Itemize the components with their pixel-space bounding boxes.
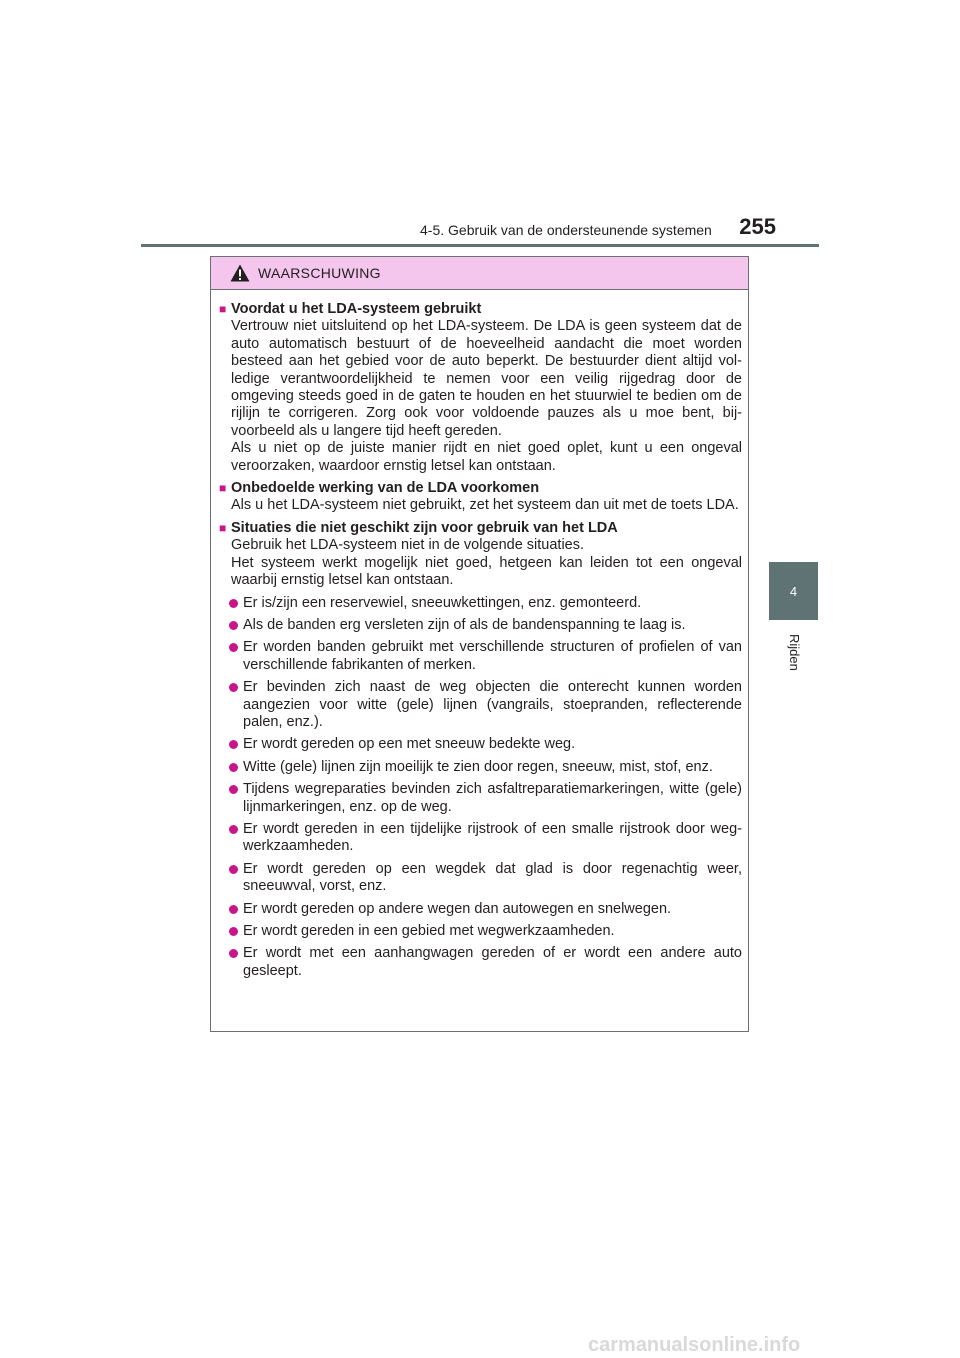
chapter-tab[interactable] <box>769 562 818 620</box>
section-heading-text: Situaties die niet geschikt zijn voor gebruik van het LDA <box>231 519 618 536</box>
list-item <box>219 736 742 753</box>
square-icon: ■ <box>219 481 227 496</box>
circle-bullet-icon <box>229 621 238 630</box>
list-item <box>219 945 742 980</box>
circle-bullet-icon <box>229 927 238 936</box>
square-icon: ■ <box>219 520 227 535</box>
list-item-text: Er is/zijn een reservewiel, sneeuwkettingen, enz. gemonteerd. <box>243 594 642 611</box>
warning-triangle-icon <box>230 264 250 282</box>
section-title: 4-5. Gebruik van de ondersteunende systemen <box>420 222 712 238</box>
warning-section <box>219 520 742 980</box>
section-heading-text: Voordat u het LDA-systeem gebruikt <box>231 301 482 317</box>
list-item <box>219 595 742 612</box>
section-heading-text: Onbedoelde werking van de LDA voorkomen <box>231 480 540 497</box>
bullet-list <box>219 595 742 981</box>
page-number: 255 <box>739 214 776 239</box>
list-item <box>219 679 742 731</box>
list-item <box>219 901 742 918</box>
circle-bullet-icon <box>229 763 238 772</box>
section-paragraph: Als u het LDA-systeem niet gebruikt, zet het systeem dan uit met de toets LDA. <box>231 497 739 514</box>
list-item <box>219 617 742 634</box>
circle-bullet-icon <box>229 785 238 794</box>
list-item-text: Als de banden erg versleten zijn of als de bandenspanning te laag is. <box>243 616 686 633</box>
chapter-label: Rijden <box>787 634 802 671</box>
circle-bullet-icon <box>229 949 238 958</box>
list-item <box>219 821 742 856</box>
warning-header <box>211 257 748 290</box>
header-rule <box>141 244 819 247</box>
warning-heading: WAARSCHUWING <box>258 265 381 281</box>
list-item <box>219 923 742 940</box>
circle-bullet-icon <box>229 683 238 692</box>
section-heading <box>219 301 742 318</box>
warning-section <box>219 301 742 475</box>
list-item-text: Er worden banden gebruikt met verschillende structuren of profielen of van verschillende fabrikanten of merken. <box>243 639 742 673</box>
list-item-text: Er bevinden zich naast de weg objecten die onterecht kunnen worden aangezien voor witte (gele) lijnen (vangrails, stoepranden, reflecterende palen, enz.). <box>243 679 742 730</box>
warning-section <box>219 480 742 515</box>
list-item <box>219 639 742 674</box>
warning-box <box>210 256 749 1032</box>
section-heading <box>219 520 742 537</box>
list-item-text: Er wordt gereden op een wegdek dat glad is door regenachtig weer, sneeuwval, vorst, enz. <box>243 860 742 895</box>
circle-bullet-icon <box>229 740 238 749</box>
list-item-text: Witte (gele) lijnen zijn moeilijk te zien door regen, sneeuw, mist, stof, enz. <box>243 758 713 775</box>
section-paragraph: Het systeem werkt mogelijk niet goed, hetgeen kan leiden tot een ongeval waarbij ernstig letsel kan ontstaan. <box>231 554 742 589</box>
circle-bullet-icon <box>229 825 238 834</box>
section-paragraph: Gebruik het LDA-systeem niet in de volgende situaties. <box>231 537 585 554</box>
circle-bullet-icon <box>229 643 238 652</box>
list-item-text: Er wordt gereden in een tijdelijke rijstrook of een smalle rijstrook door weg-werkzaamheden. <box>243 820 742 855</box>
list-item <box>219 861 742 896</box>
square-icon: ■ <box>219 302 227 316</box>
circle-bullet-icon <box>229 905 238 914</box>
list-item-text: Er wordt gereden in een gebied met wegwerkzaamheden. <box>243 923 615 939</box>
circle-bullet-icon <box>229 599 238 608</box>
list-item-text: Er wordt met een aanhangwagen gereden of er wordt een andere auto gesleept. <box>243 945 742 979</box>
circle-bullet-icon <box>229 865 238 874</box>
list-item-text: Er wordt gereden op andere wegen dan autowegen en snelwegen. <box>243 900 672 917</box>
list-item-text: Er wordt gereden op een met sneeuw bedekte weg. <box>243 736 576 753</box>
chapter-number: 4 <box>789 583 798 599</box>
watermark-logo: carmanualsonline.info <box>588 1334 801 1356</box>
list-item-text: Tijdens wegreparaties bevinden zich asfaltreparatiemarkeringen, witte (gele) lijnmarkeringen, enz. op de weg. <box>243 781 742 815</box>
section-paragraph: Als u niet op de juiste manier rijdt en niet goed oplet, kunt u een ongeval veroorzaken, waardoor ernstig letsel kan ontstaan. <box>231 440 742 474</box>
warning-body <box>211 290 748 980</box>
section-heading <box>219 480 742 497</box>
list-item <box>219 759 742 776</box>
section-paragraph: Vertrouw niet uitsluitend op het LDA-systeem. De LDA is geen systeem dat de auto automatisch bestuurt of de hoeveelheid aandacht die moet worden besteed aan het gebied voor de auto beperkt. De bestuurder dient altijd vol-ledige verantwoordelijkheid te nemen voor een veilig rijgedrag door de omgeving steeds goed in de gaten te houden en het stuurwiel te bedien om de rijlijn te corrigeren. Zorg ook voor voldoende pauzes als u moe bent, bij-voorbeeld als u langere tijd heeft gereden. <box>231 318 742 439</box>
list-item <box>219 781 742 816</box>
